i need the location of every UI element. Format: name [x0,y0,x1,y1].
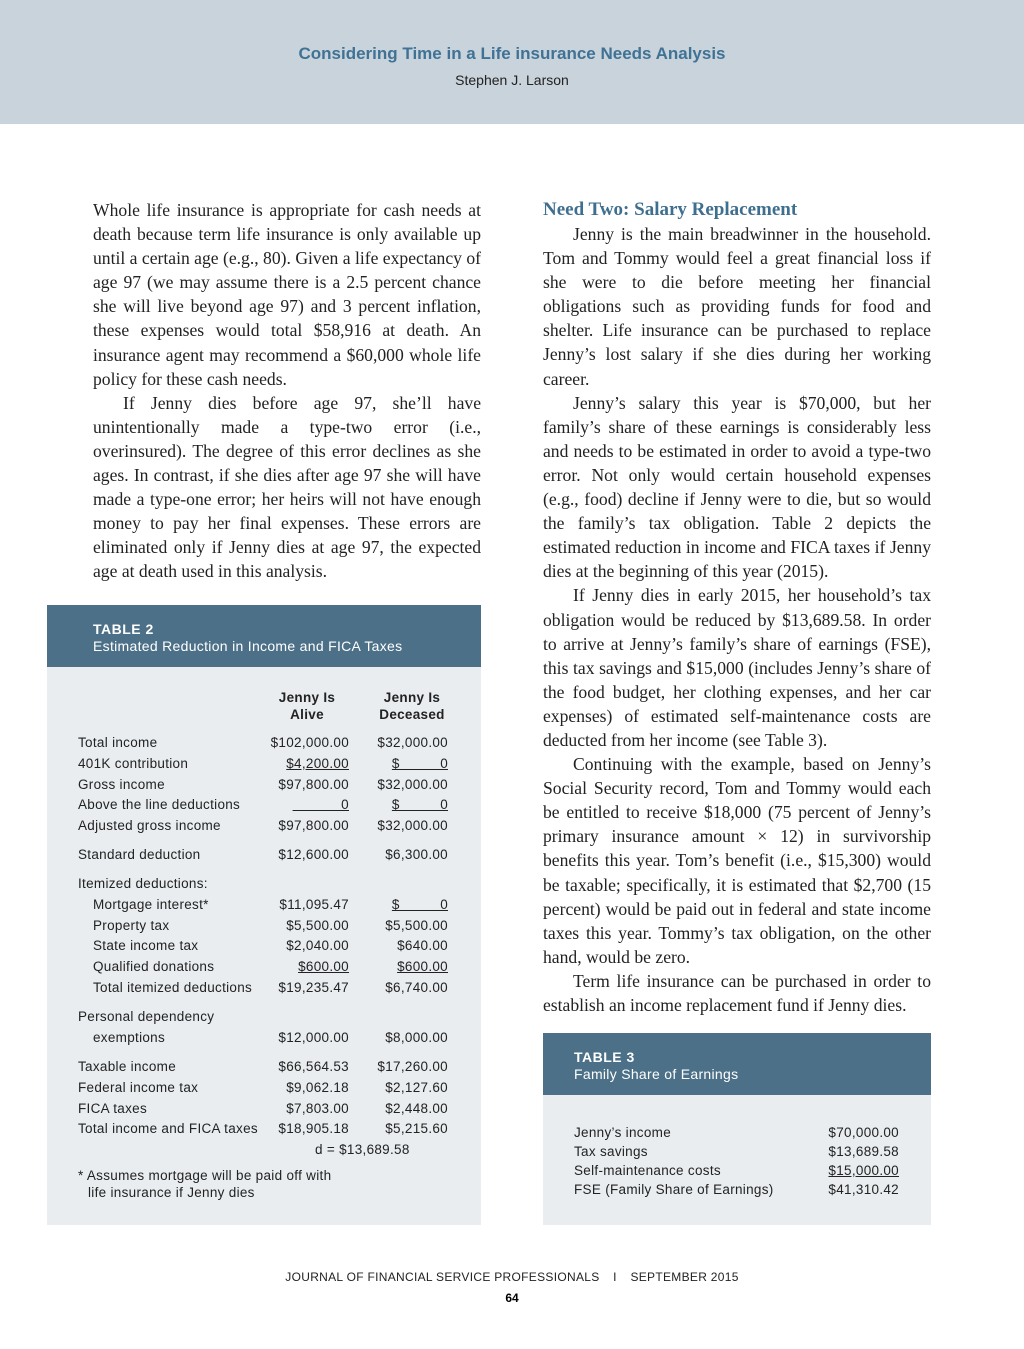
value-alive: $600.00 [298,959,349,974]
body-paragraph: Whole life insurance is appropriate for cash needs at death because term life insurance is only available up until a certain age (e.g., 80). Given a life expectancy of age 97 (we may assume there is a 2.5 percent chance she will live beyond age 97) and 3 percent inflation, these expenses would total $58,916 at death. An insurance agent may recommend a $60,000 whole life policy for these cash needs. [93,200,481,389]
row-label: Jenny’s income [574,1125,671,1140]
table-3-title: Family Share of Earnings [574,1066,739,1082]
row-label: Above the line deductions [78,797,241,812]
value-deceased: $32,000.00 [377,818,448,833]
row-label: Qualified donations [93,959,215,974]
value-deceased: $32,000.00 [377,777,448,792]
table-note-line1: * Assumes mortgage will be paid off with [78,1168,332,1183]
article-title: Considering Time in a Life insurance Needs Analysis [298,44,726,63]
row-label: Property tax [93,918,170,933]
value-deceased: $32,000.00 [377,735,448,750]
row-label: Total itemized deductions [93,980,253,995]
value-alive: $2,040.00 [286,938,349,953]
row-label: Itemized deductions: [78,876,208,891]
table-2-label: TABLE 2 [93,621,154,637]
value-alive: $12,600.00 [278,847,349,862]
row-label: 401K contribution [78,756,189,771]
value-alive: $19,235.47 [278,980,349,995]
row-label: exemptions [93,1030,166,1045]
value-alive: $4,200.00 [286,756,349,771]
value-deceased: $ 0 [391,797,448,812]
row-label: State income tax [93,938,199,953]
value-deceased: $6,740.00 [385,980,448,995]
row-label: Total income and FICA taxes [78,1121,258,1136]
row-value: $41,310.42 [828,1182,899,1197]
table-2-header [47,605,481,667]
value-alive: $7,803.00 [286,1101,349,1116]
value-alive: $97,800.00 [278,818,349,833]
body-paragraph: Jenny’s salary this year is $70,000, but her family’s share of these earnings is considerably less and needs to be estimated in order to avoid a type-two error. Not only would certain household expenses (e.g., food) decline if Jenny were to die, but so would the family’s tax obligation. Table 2 depicts the estimated reduction in income and FICA taxes if Jenny dies at the beginning of this year (2015). [543,392,931,582]
value-deceased: $ 0 [391,897,448,912]
value-deceased: $5,500.00 [385,918,448,933]
row-label: Total income [78,735,158,750]
value-deceased: $17,260.00 [377,1059,448,1074]
header-band [0,0,1024,124]
page-number: 64 [505,1291,519,1305]
table-2-title: Estimated Reduction in Income and FICA Taxes [93,638,403,654]
body-paragraph: Term life insurance can be purchased in order to establish an income replacement fund if Jenny dies. [543,970,931,1015]
article-author: Stephen J. Larson [455,72,569,88]
footer [0,1270,1024,1284]
left-column [93,198,481,584]
value-deceased: $600.00 [397,959,448,974]
difference-total: d = $13,689.58 [315,1142,410,1157]
value-alive: $9,062.18 [286,1080,349,1095]
row-label: Tax savings [574,1144,648,1159]
value-alive: 0 [292,797,349,812]
row-label: Federal income tax [78,1080,199,1095]
row-label: Gross income [78,777,165,792]
value-alive: $102,000.00 [270,735,349,750]
row-value: $70,000.00 [828,1125,899,1140]
footer-separator: I [613,1270,617,1284]
row-value: $15,000.00 [828,1163,899,1178]
issue-date: SEPTEMBER 2015 [630,1270,739,1284]
value-alive: $97,800.00 [278,777,349,792]
body-paragraph: Jenny is the main breadwinner in the household. Tom and Tommy would feel a great financial loss if she were to die before meeting her financial obligations such as providing funds for food and shelter. Life insurance can be purchased to replace Jenny’s lost salary if she dies during her working career. [543,224,931,389]
column-header-deceased: Jenny Is Deceased [379,690,445,722]
journal-name: JOURNAL OF FINANCIAL SERVICE PROFESSIONALS [285,1270,600,1284]
table-3-header [543,1033,931,1095]
value-deceased: $8,000.00 [385,1030,448,1045]
value-deceased: $5,215.60 [385,1121,448,1136]
value-deceased: $640.00 [397,938,448,953]
table-3 [543,1033,931,1225]
table-3-label: TABLE 3 [574,1049,635,1065]
value-alive: $11,095.47 [279,897,349,912]
value-deceased: $6,300.00 [385,847,448,862]
row-label: FICA taxes [78,1101,148,1116]
body-paragraph: If Jenny dies before age 97, she’ll have unintentionally made a type-two error (i.e., overinsured). The degree of this error declines as she ages. In contrast, if she dies after age 97 she will have made a type-one error; her heirs will not have enough money to pay her final expenses. These errors are eliminated only if Jenny dies at age 97, the expected age at death used in this analysis. [93,392,481,582]
body-paragraph: If Jenny dies in early 2015, her household’s tax obligation would be reduced by $13,689.58. In order to arrive at Jenny’s family’s share of earnings (FSE), this tax savings and $15,000 (includes Jenny’s share of the food budget, her clothing expenses, and her car expenses) of estimated self-maintenance costs are deducted from her income (see Table 3). [543,585,931,750]
row-label: FSE (Family Share of Earnings) [574,1182,774,1197]
table-note-line2: life insurance if Jenny dies [88,1185,255,1200]
row-label: Mortgage interest* [93,897,209,912]
value-deceased: $2,127.60 [385,1080,448,1095]
row-label: Personal dependency [78,1009,215,1024]
value-alive: $66,564.53 [278,1059,349,1074]
value-deceased: $2,448.00 [385,1101,448,1116]
row-value: $13,689.58 [828,1144,899,1159]
value-alive: $12,000.00 [278,1030,349,1045]
value-deceased: $ 0 [391,756,448,771]
row-label: Self-maintenance costs [574,1163,721,1178]
section-heading: Need Two: Salary Replacement [543,199,798,220]
row-label: Taxable income [78,1059,177,1074]
right-column [543,198,931,1017]
column-header-alive: Jenny Is Alive [278,690,336,722]
table-2 [47,605,481,1225]
row-label: Adjusted gross income [78,818,221,833]
body-paragraph: Continuing with the example, based on Jenny’s Social Security record, Tom and Tommy would each be entitled to receive $18,000 (75 percent of Jenny’s primary insurance amount × 12) in survivorship benefits this year. Tom’s benefit (i.e., $15,300) would be taxable; specifically, it is estimated that $2,700 (15 percent) would be paid out in federal and state income taxes this year. Tommy’s tax obligation, on the other hand, would be zero. [543,754,931,967]
row-label: Standard deduction [78,847,201,862]
value-alive: $18,905.18 [278,1121,349,1136]
value-alive: $5,500.00 [286,918,349,933]
